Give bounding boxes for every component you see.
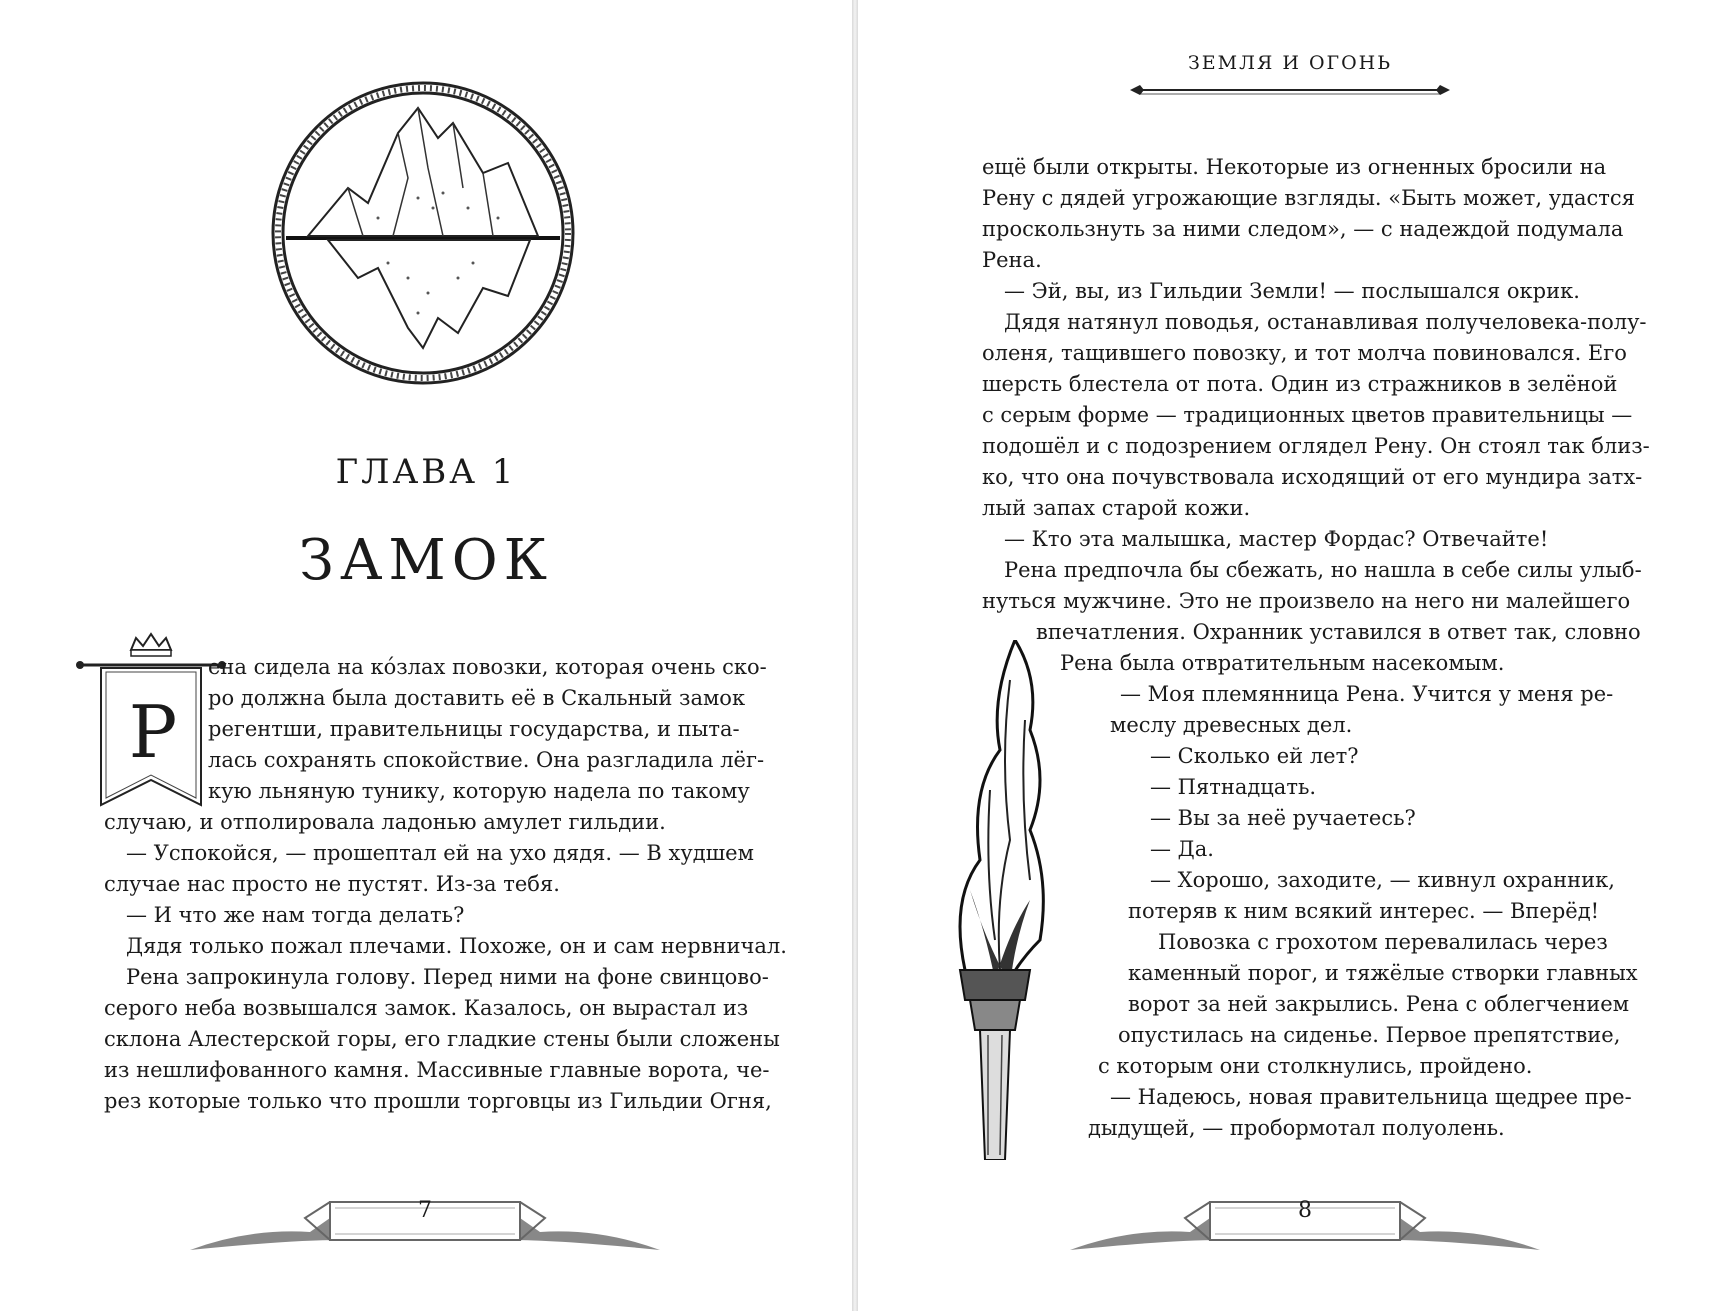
text-line: потеряв к ним всякий интерес. — Вперёд! — [1128, 899, 1600, 923]
text-line: каменный порог, и тяжёлые створки главных — [1128, 961, 1638, 985]
text-line: из нешлифованного камня. Массивные главные ворота, че- — [104, 1058, 770, 1082]
text-line: подошёл и с подозрением оглядел Рену. Он стоял так близ- — [982, 434, 1650, 458]
text-line: проскользнуть за ними следом», — с надеждой подумала — [982, 217, 1624, 241]
text-line: Рена запрокинула голову. Перед ними на фоне свинцово- — [126, 965, 769, 989]
text-line: — Пятнадцать. — [1150, 775, 1317, 799]
text-line: с серым форме — традиционных цветов правительницы — — [982, 403, 1633, 427]
text-line: ворот за ней закрылись. Рена с облегчением — [1128, 992, 1630, 1016]
text-line: кую льняную тунику, которую надела по такому — [208, 779, 750, 803]
text-line: Дядя только пожал плечами. Похоже, он и сам нервничал. — [126, 934, 787, 958]
text-line: — Успокойся, — прошептал ей на ухо дядя. — В худшем — [126, 841, 754, 865]
text-line: — Вы за неё ручаетесь? — [1150, 806, 1416, 830]
page-number: 7 — [418, 1198, 432, 1223]
text-line: — Сколько ей лет? — [1150, 744, 1359, 768]
running-head-rule-icon — [1130, 82, 1450, 98]
text-line: дыдущей, — пробормотал полуолень. — [1088, 1116, 1505, 1140]
text-line: регентши, правительницы государства, и пыта- — [208, 717, 740, 741]
text-line: оленя, тащившего повозку, и тот молча повиновался. Его — [982, 341, 1627, 365]
text-line: Рена была отвратительным насекомым. — [1060, 651, 1505, 675]
text-line: серого неба возвышался замок. Казалось, он вырастал из — [104, 996, 749, 1020]
text-line: — Кто эта малышка, мастер Фордас? Отвечайте! — [1004, 527, 1549, 551]
chapter-label: ГЛАВА 1 — [335, 452, 517, 492]
text-line: ена сидела на ко́злах повозки, которая очень ско- — [208, 655, 767, 679]
text-line: лый запах старой кожи. — [982, 496, 1251, 520]
text-line: Рена предпочла бы сбежать, но нашла в себе силы улыб- — [1004, 558, 1642, 582]
text-line: — Да. — [1150, 837, 1214, 861]
chapter-title: ЗАМОК — [299, 528, 553, 593]
text-line: рез которые только что прошли торговцы из Гильдии Огня, — [104, 1089, 772, 1113]
text-line: Повозка с грохотом перевалилась через — [1158, 930, 1608, 954]
text-line: меслу древесных дел. — [1110, 713, 1353, 737]
text-line: впечатления. Охранник уставился в ответ так, словно — [1036, 620, 1641, 644]
running-head: ЗЕМЛЯ И ОГОНЬ — [1187, 52, 1393, 74]
text-line: опустилась на сиденье. Первое препятствие, — [1118, 1023, 1621, 1047]
text-line: нуться мужчине. Это не произвело на него ни малейшего — [982, 589, 1631, 613]
text-line: склона Алестерской горы, его гладкие стены были сложены — [104, 1027, 780, 1051]
text-line: лась сохранять спокойствие. Она разгладила лёг- — [208, 748, 765, 772]
text-line: случае нас просто не пустят. Из-за тебя. — [104, 872, 560, 896]
text-line: — Моя племянница Рена. Учится у меня ре- — [1120, 682, 1614, 706]
text-line: шерсть блестела от пота. Один из стражников в зелёной — [982, 372, 1618, 396]
text-line: Дядя натянул поводья, останавливая получеловека-полу- — [1004, 310, 1647, 334]
text-line: с которым они столкнулись, пройдено. — [1098, 1054, 1533, 1078]
text-line: — И что же нам тогда делать? — [126, 903, 465, 927]
torch-illustration-icon — [930, 640, 1060, 1160]
text-line: ро должна была доставить её в Скальный замок — [208, 686, 746, 710]
text-line: Рена. — [982, 248, 1042, 272]
text-line: — Эй, вы, из Гильдии Земли! — послышался окрик. — [1004, 279, 1580, 303]
text-line: — Надеюсь, новая правительница щедрее пре- — [1110, 1085, 1632, 1109]
text-line: ко, что она почувствовала исходящий от его мундира затх- — [982, 465, 1643, 489]
text-line: Рену с дядей угрожающие взгляды. «Быть может, удастся — [982, 186, 1635, 210]
page-number: 8 — [1298, 1198, 1312, 1223]
text-line: случаю, и отполировала ладонью амулет гильдии. — [104, 810, 666, 834]
drop-cap: Р — [128, 690, 178, 774]
text-line: ещё были открыты. Некоторые из огненных бросили на — [982, 155, 1607, 179]
text-line: — Хорошо, заходите, — кивнул охранник, — [1150, 868, 1615, 892]
